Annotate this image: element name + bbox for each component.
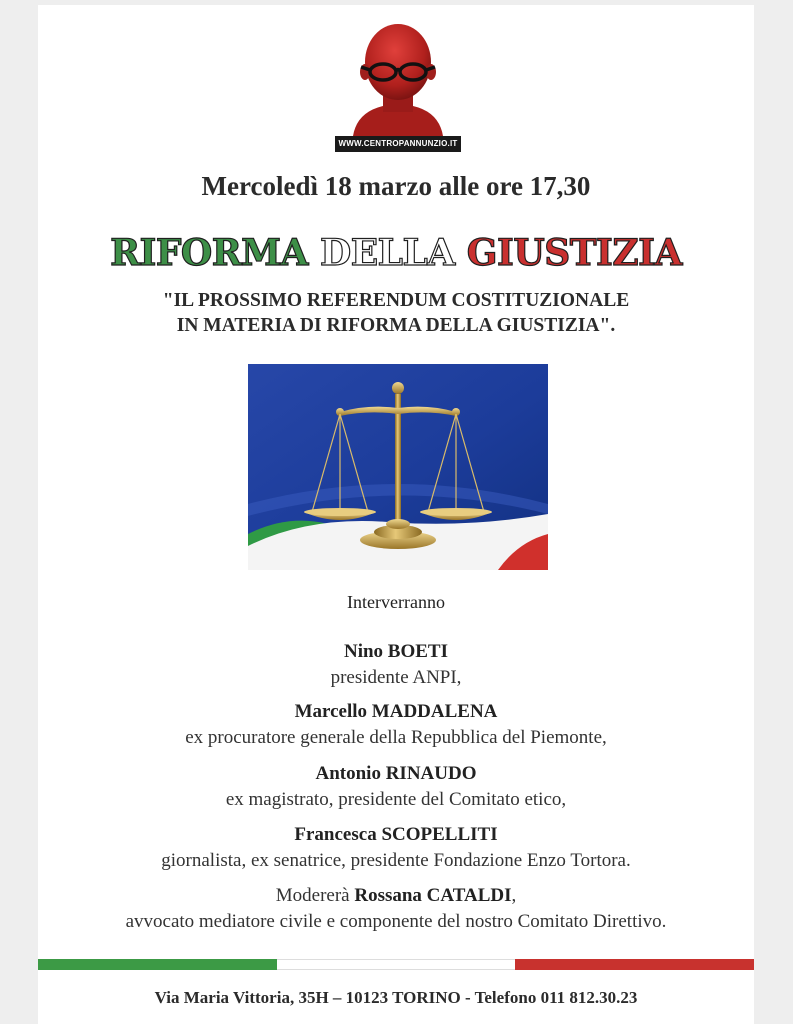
speaker-role: ex procuratore generale della Repubblica del Piemonte, [185, 727, 607, 748]
logo-website-caption: WWW.CENTROPANNUNZIO.IT [335, 136, 461, 152]
centro-pannunzio-logo [335, 20, 461, 152]
speaker-entry [38, 761, 754, 813]
moderator-entry [38, 883, 754, 935]
moderator-role: avvocato mediatore civile e componente del nostro Comitato Direttivo. [125, 911, 667, 932]
moderator-line: Modererà Rossana CATALDI, [275, 885, 517, 906]
tricolore-divider [38, 959, 754, 970]
scales-of-justice-image [248, 364, 548, 570]
title-part-riforma: RIFORMA [110, 232, 308, 274]
speaker-role: presidente ANPI, [330, 667, 462, 688]
divider-green [38, 959, 277, 970]
title-part-della: DELLA [320, 232, 455, 274]
divider-white [277, 959, 516, 970]
event-date: Mercoledì 18 marzo alle ore 17,30 [201, 171, 591, 201]
speaker-name: Nino BOETI [343, 641, 448, 662]
bald-head-glasses-icon [335, 20, 461, 136]
event-title [38, 229, 754, 277]
moderator-prefix: Modererà [275, 885, 350, 906]
speaker-entry [38, 822, 754, 874]
speaker-role: ex magistrato, presidente del Comitato etico, [225, 789, 567, 810]
title-part-giustizia: GIUSTIZIA [466, 232, 682, 274]
speakers-intro: Interverranno [347, 592, 445, 612]
footer-address: Via Maria Vittoria, 35H – 10123 TORINO - Telefono 011 812.30.23 [154, 988, 638, 1007]
divider-red [515, 959, 754, 970]
subtitle-line-2: IN MATERIA DI RIFORMA DELLA GIUSTIZIA". [176, 315, 616, 336]
speaker-entry [38, 699, 754, 751]
speaker-name: Francesca SCOPELLITI [294, 824, 498, 845]
moderator-name: Rossana CATALDI [354, 885, 512, 906]
speaker-name: Marcello MADDALENA [294, 701, 498, 722]
event-subtitle [38, 288, 754, 338]
speaker-entry [38, 639, 754, 691]
speaker-role: giornalista, ex senatrice, presidente Fondazione Enzo Tortora. [161, 850, 631, 871]
speaker-name: Antonio RINAUDO [315, 763, 477, 784]
subtitle-line-1: "IL PROSSIMO REFERENDUM COSTITUZIONALE [162, 290, 630, 311]
scales-of-justice-icon [248, 364, 548, 570]
flyer-page [38, 5, 754, 1024]
